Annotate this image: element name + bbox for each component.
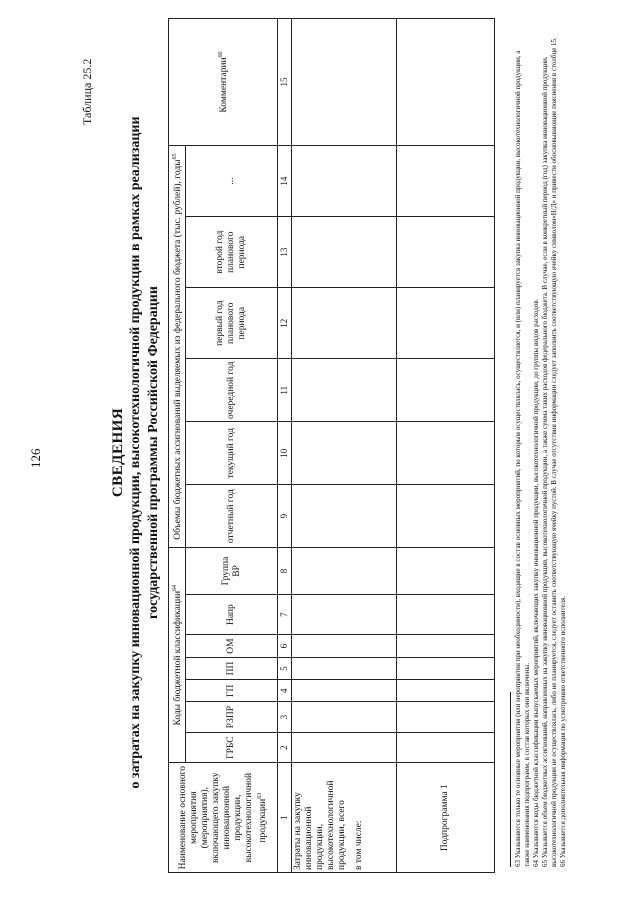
row-total-label-cell [292, 763, 397, 873]
table-cell [397, 359, 495, 422]
row-subprogram-label: Подпрограмма 1 [440, 784, 451, 852]
column-number: 14 [278, 146, 292, 217]
footnote-65: 65 Указывается объем бюджетных ассигнований, направленных на закупку инновационной продукции, высокотехнологичной продукции, а также сумма таких расходов федерального бюджета. В случае, если в конкретный период (год) закупка инновационной продукции, высокотехнологичной продукции не осуществлялась, либо не планируется, следует оставить соответствующую ячейку пустой. В случае отсутствия информации следует заполнить соответствующую ячейку символом«Н/Д» и привести обосновывающие пояснения в столбце 15. [541, 37, 558, 867]
column-number: 12 [278, 288, 292, 359]
header-budget-codes [169, 548, 186, 763]
footnote-divider [510, 692, 511, 867]
footnotes [510, 37, 568, 867]
table-cell [292, 485, 397, 548]
table-cell [397, 702, 495, 732]
column-number: 2 [278, 732, 292, 762]
header-year-next: очередной год [186, 359, 278, 422]
table-cell [292, 359, 397, 422]
table-cell [397, 485, 495, 548]
header-code-om: ОМ [186, 635, 278, 657]
table-cell [292, 19, 397, 146]
footnote-ref-64: 64 [172, 584, 178, 591]
header-name-column [169, 763, 278, 873]
table-cell [292, 680, 397, 702]
column-number: 10 [278, 422, 292, 485]
table-cell [292, 702, 397, 732]
column-number: 11 [278, 359, 292, 422]
table-cell [292, 635, 397, 657]
header-year-ellipsis: ... [186, 146, 278, 217]
column-number: 15 [278, 19, 292, 146]
row-total-label: Затраты на закупку инновационной продукции, высокотехнологичной продукции, всего [293, 780, 348, 870]
column-number: 13 [278, 217, 292, 288]
column-number: 4 [278, 680, 292, 702]
header-comments-text: Комментарии [219, 57, 230, 113]
header-code-group-vr: Группа ВР [186, 548, 278, 595]
document-subtitle-line-1: о затратах на закупку инновационной продукции, высокотехнологичной продукции в рамках реализации [128, 116, 143, 789]
table-cell [397, 422, 495, 485]
table-cell [397, 288, 495, 359]
row-subprogram-label-cell [397, 763, 495, 873]
header-budget-volumes [169, 146, 186, 548]
header-comments [169, 19, 278, 146]
table-row-total [292, 19, 397, 873]
expenditure-table [168, 18, 495, 873]
header-year-current: текущий год [186, 422, 278, 485]
table-cell [397, 657, 495, 679]
header-name-text: Наименование основного мероприятия (мероприятия), включающего закупку инновационной продукции, высокотехнологичной продукции [177, 766, 268, 870]
footnote-ref-63: 63 [256, 792, 263, 799]
table-cell [397, 146, 495, 217]
table-cell [292, 657, 397, 679]
column-number: 1 [278, 763, 292, 873]
table-cell [397, 594, 495, 635]
column-number: 8 [278, 548, 292, 595]
header-code-gp: ГП [186, 680, 278, 702]
table-cell [292, 288, 397, 359]
document-title: СВЕДЕНИЯ [110, 407, 126, 498]
header-code-pp: ПП [186, 657, 278, 679]
page-number: 126 [28, 448, 43, 468]
header-code-napr: Напр [186, 594, 278, 635]
table-row-subprogram-1 [397, 19, 495, 873]
table-cell [292, 732, 397, 762]
header-budget-volumes-text: Объемы бюджетных ассигнований выделяемых из федерального бюджета (тыс. рублей), годы [173, 159, 184, 540]
header-code-rzpr: РЗПР [186, 702, 278, 732]
column-number: 3 [278, 702, 292, 732]
table-cell [397, 548, 495, 595]
table-cell [292, 548, 397, 595]
table-cell [292, 422, 397, 485]
column-number: 7 [278, 594, 292, 635]
table-label: Таблица 25.2 [80, 58, 94, 125]
footnote-ref-66: 66 [218, 51, 224, 58]
footnote-ref-65: 65 [172, 153, 178, 160]
footnote-63: 63 Указываются только те основные мероприятия (или мероприятия при необходимости), входящие в состав основных мероприятий, по которым осуществлялась, осуществляется, и (или) планируется закупка инновационной продукции, высокотехнологичной продукции, а также наименования подпрограмм, в состав которых они включены. [514, 50, 531, 867]
table-cell [397, 732, 495, 762]
header-code-grbs: ГРБС [186, 732, 278, 762]
table-cell [397, 19, 495, 146]
column-number: 9 [278, 485, 292, 548]
document-subtitle-line-2: государственной программы Российской Федерации [146, 286, 161, 619]
row-total-sublabel: в том числе: [354, 820, 365, 870]
column-number: 5 [278, 657, 292, 679]
header-year-plan-2: второй год планового периода [186, 217, 278, 288]
column-number: 6 [278, 635, 292, 657]
table-cell [397, 217, 495, 288]
header-year-reporting: отчетный год [186, 485, 278, 548]
header-budget-codes-text: Коды бюджетной классификации [173, 590, 184, 726]
footnote-66: 66 Указывается дополнительная информация по усмотрению ответственного исполнителя. [559, 595, 567, 867]
table-cell [292, 217, 397, 288]
header-year-plan-1: первый год планового периода [186, 288, 278, 359]
table-cell [397, 680, 495, 702]
table-cell [397, 635, 495, 657]
table-cell [292, 594, 397, 635]
table-cell [292, 146, 397, 217]
footnote-64: 64 Указываются коды бюджетной классификации выпускаемых мероприятий, включающих закупку инновационной продукции, высокотехнологичной продукции, до группы видов расходов. [532, 298, 540, 867]
